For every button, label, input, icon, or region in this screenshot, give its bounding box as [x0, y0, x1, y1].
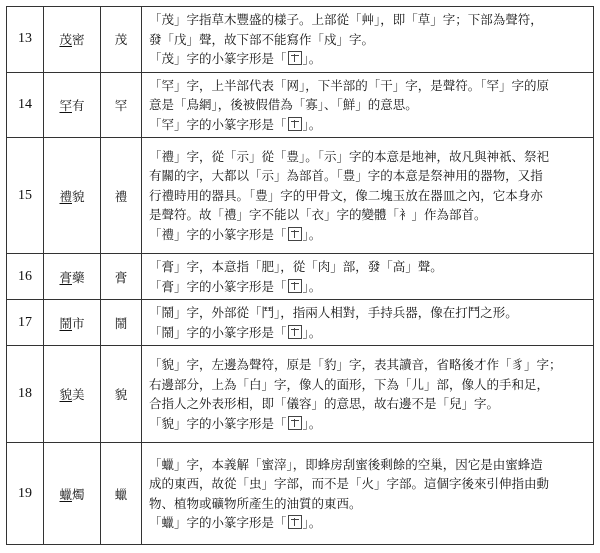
explanation-paragraph [149, 355, 587, 414]
row-number: 19 [7, 443, 44, 545]
table-row [7, 346, 594, 443]
target-char: 茂 [59, 32, 72, 48]
explanation-line: 成的東西，故從「虫」字部，而不是「火」字部。這個字後來引伸指由動 [149, 476, 550, 491]
seal-script-line [149, 513, 587, 533]
correct-char: 蠟 [101, 443, 142, 545]
seal-script-close: 」。 [302, 515, 322, 530]
seal-script-line [149, 323, 587, 343]
explanation-line: 是聲符。故「禮」字不能以「衣」字的變體「衤」作為部首。 [149, 207, 487, 223]
seal-script-line [149, 414, 587, 434]
explanation-line: 合指人之外表形相，即「儀容」的意思，故右邊不是「兒」字。 [149, 396, 500, 411]
explanation-paragraph [149, 303, 587, 323]
seal-script-text: 「貌」字的小篆字形是「 [149, 415, 287, 431]
seal-script-close: 」。 [302, 278, 322, 294]
seal-script-text: 「罕」字的小篆字形是「 [149, 116, 287, 132]
row-number: 15 [7, 138, 44, 254]
seal-script-text: 「鬧」字的小篆字形是「 [149, 324, 287, 340]
explanation-paragraph [149, 76, 587, 115]
seal-script-gao-icon [288, 279, 302, 293]
word-rest: 藥 [72, 269, 85, 285]
explanation [142, 138, 594, 254]
seal-script-close: 」。 [302, 226, 322, 242]
explanation-line: 「禮」字，從「示」從「豊」。「示」字的本意是地神，故凡與神祇、祭祀 [149, 148, 550, 164]
target-char: 罕 [59, 97, 72, 113]
explanation [142, 7, 594, 73]
word-rest: 貌 [72, 188, 85, 204]
explanation [142, 300, 594, 346]
target-char: 蠟 [59, 486, 72, 502]
correct-char: 禮 [101, 138, 142, 254]
explanation-line: 物、植物或礦物所產生的油質的東西。 [149, 495, 362, 511]
explanation-line: 意是「鳥網」，後被假借為「寡」、「鮮」的意思。 [149, 97, 418, 112]
vocab-word [44, 72, 101, 138]
correct-char: 膏 [101, 254, 142, 300]
word-rest: 燭 [72, 486, 85, 502]
explanation [142, 72, 594, 138]
row-number: 13 [7, 7, 44, 73]
seal-script-text: 「膏」字的小篆字形是「 [149, 278, 287, 294]
seal-script-line [149, 49, 587, 69]
explanation-paragraph [149, 257, 587, 277]
seal-script-line [149, 115, 587, 135]
row-number: 16 [7, 254, 44, 300]
vocab-word [44, 346, 101, 443]
explanation-line: 「貌」字，左邊為聲符，原是「豹」字，表其讀音，省略後才作「豸」字； [149, 357, 562, 372]
seal-script-close: 」。 [302, 324, 322, 340]
explanation-line: 「蠟」字，本義解「蜜滓」，即蜂房刮蜜後剩餘的空巢，因它是由蜜蜂造 [149, 456, 543, 472]
vocab-word [44, 254, 101, 300]
seal-script-han-icon [288, 117, 302, 131]
target-char: 膏 [59, 269, 72, 285]
word-rest: 美 [72, 387, 85, 402]
explanation-line: 「罕」字，上半部代表「网」，下半部的「干」字，是聲符。「罕」字的原 [149, 77, 550, 93]
target-char: 鬧 [59, 315, 72, 331]
explanation [142, 254, 594, 300]
vocab-word [44, 443, 101, 545]
seal-script-mao4-icon [288, 416, 302, 430]
explanation-line: 「鬧」字，外部從「鬥」，指兩人相對，手持兵器，像在打鬥之形。 [149, 305, 518, 320]
explanation-line: 行禮時用的器具。「豊」字的甲骨文，像二塊玉放在器皿之內，它本身亦 [149, 187, 543, 203]
row-number: 17 [7, 300, 44, 346]
seal-script-la-icon [288, 515, 302, 529]
vocab-word [44, 138, 101, 254]
vocabulary-table [6, 6, 594, 545]
seal-script-mao-icon [288, 51, 302, 65]
seal-script-text: 「茂」字的小篆字形是「 [149, 51, 287, 66]
explanation [142, 443, 594, 545]
vocab-word [44, 7, 101, 73]
row-number: 18 [7, 346, 44, 443]
seal-script-close: 」。 [302, 116, 322, 132]
explanation-paragraph [149, 455, 587, 514]
explanation-line: 「茂」字指草木豐盛的樣子。上部從「艸」，即「草」字；下部為聲符， [149, 12, 543, 27]
seal-script-text: 「蠟」字的小篆字形是「 [149, 515, 287, 530]
correct-char: 茂 [101, 7, 142, 73]
seal-script-text: 「禮」字的小篆字形是「 [149, 226, 287, 242]
explanation-line: 有關的字，大都以「示」為部首。「豊」字的本意是祭神用的器物，又指 [149, 168, 543, 184]
correct-char: 罕 [101, 72, 142, 138]
word-rest: 市 [72, 315, 85, 331]
word-rest: 密 [72, 32, 85, 48]
explanation-paragraph [149, 10, 587, 49]
correct-char: 鬧 [101, 300, 142, 346]
seal-script-close: 」。 [302, 415, 322, 431]
explanation-line: 「膏」字，本意指「肥」，從「肉」部，發「高」聲。 [149, 259, 443, 274]
word-rest: 有 [72, 97, 85, 113]
table-row [7, 7, 594, 73]
correct-char: 貌 [101, 346, 142, 443]
seal-script-li-icon [288, 227, 302, 241]
seal-script-line [149, 277, 587, 297]
target-char: 禮 [59, 188, 72, 204]
seal-script-close: 」。 [302, 51, 322, 66]
target-char: 貌 [59, 387, 72, 402]
seal-script-line [149, 225, 587, 245]
explanation-paragraph [149, 147, 587, 225]
table-row [7, 300, 594, 346]
explanation-line: 右邊部分，上為「白」字，像人的面形，下為「儿」部，像人的手和足， [149, 376, 550, 392]
table-row [7, 72, 594, 138]
table-row [7, 443, 594, 545]
table-row [7, 254, 594, 300]
explanation-line: 發「戊」聲，故下部不能寫作「戍」字。 [149, 31, 375, 47]
seal-script-nao-icon [288, 325, 302, 339]
row-number: 14 [7, 72, 44, 138]
vocab-word [44, 300, 101, 346]
explanation [142, 346, 594, 443]
table-row [7, 138, 594, 254]
